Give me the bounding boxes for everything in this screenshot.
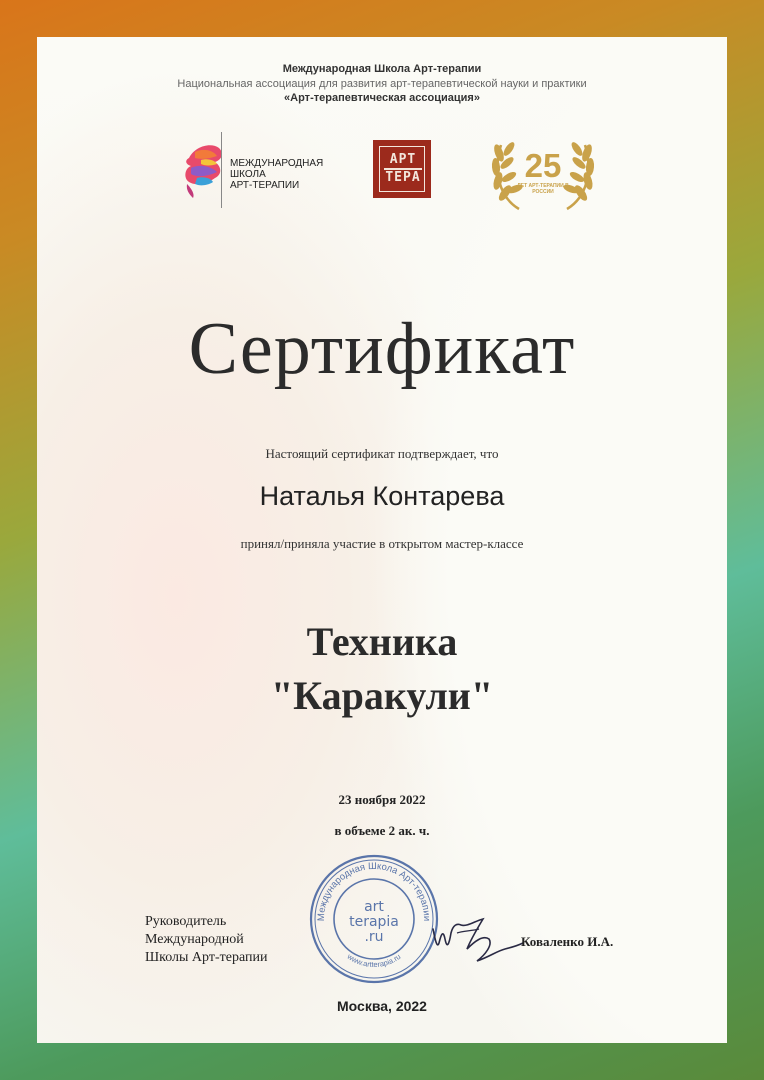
anniversary-caption: ЛЕТ АРТ-ТЕРАПИИ В РОССИИ: [517, 183, 569, 195]
art-logo-line1: АРТ: [389, 152, 417, 167]
org-description: Национальная ассоциация для развития арт-терапевтической науки и практики: [177, 78, 587, 90]
head-position: [145, 913, 267, 967]
confirm-text: Настоящий сертификат подтверждает, что: [265, 446, 499, 461]
stamp-center-line1: art: [364, 899, 384, 915]
head-position-line: Руководитель: [145, 914, 227, 929]
official-stamp: [308, 853, 440, 985]
stamp-center-line2: terapia: [349, 914, 399, 930]
signature: [427, 899, 527, 969]
school-logo: [181, 132, 341, 210]
head-position-line: Международной: [145, 932, 244, 947]
course-title: [37, 615, 727, 723]
art-therapy-association-logo: [373, 140, 431, 198]
school-logo-line: АРТ-ТЕРАПИИ: [230, 180, 300, 191]
org-name: Международная Школа Арт-терапии: [282, 63, 482, 75]
school-logo-line: МЕЖДУНАРОДНАЯ: [230, 158, 324, 169]
event-date: 23 ноября 2022: [338, 792, 426, 807]
stamp-center-line3: .ru: [364, 929, 384, 945]
stamp-url-text: www.artterapia.ru: [345, 951, 403, 970]
course-volume: в объеме 2 ак. ч.: [334, 823, 430, 838]
certificate-sheet: [37, 37, 727, 1043]
art-logo-frame: [379, 146, 425, 192]
city-year: Москва, 2022: [337, 998, 427, 1014]
school-logo-line: ШКОЛА: [230, 169, 266, 180]
anniversary-number: 25: [524, 147, 562, 184]
logo-divider: [221, 132, 222, 208]
head-position-line: Школы Арт-терапии: [145, 950, 268, 965]
recipient-name: Наталья Контарева: [259, 481, 505, 511]
participation-text: принял/приняла участие в открытом мастер-классе: [240, 536, 524, 551]
course-title-line1: Техника: [306, 619, 458, 664]
art-logo-line2: ТЕРА: [385, 170, 421, 185]
signer-name: Коваленко И.А.: [521, 934, 614, 949]
certificate-title: Сертификат: [188, 308, 576, 390]
school-logo-text: [230, 158, 323, 191]
org-association: «Арт-терапевтическая ассоциация»: [284, 92, 480, 104]
stamp-ring-text: Международная Школа Арт-терапии: [315, 860, 433, 922]
course-title-line2: "Каракули": [270, 673, 494, 718]
anniversary-laurel-logo: [489, 127, 597, 213]
